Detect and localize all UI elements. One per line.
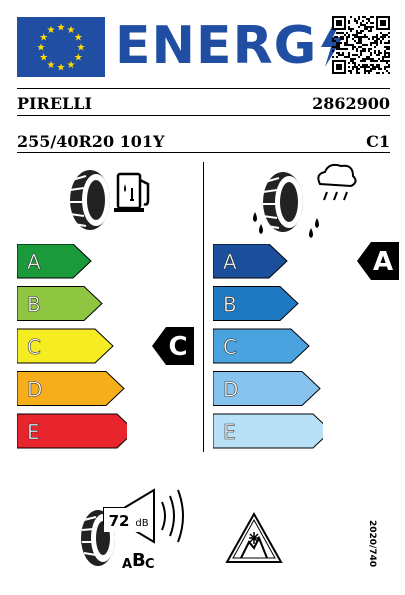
fuel-class-a [17,244,91,278]
fuel-class-letter: A [27,250,41,274]
flag-star-icon: ★ [66,59,76,71]
fuel-class-letter: C [27,335,41,359]
divider [17,115,390,116]
flag-star-icon: ★ [66,25,76,37]
flag-star-icon: ★ [56,22,66,34]
fuel-rating-letter: C [168,332,188,362]
flag-star-icon: ★ [46,59,56,71]
wet-grip-class-e [213,414,323,448]
tyre-fuel-pump-icon [60,162,160,238]
flag-star-icon: ★ [76,42,86,54]
wet-grip-class-a [213,244,287,278]
mountain-snowflake-icon [225,512,283,568]
tyre-size: 255/40R20 101Y [17,132,165,151]
vertical-divider [203,162,204,452]
flag-star-icon: ★ [56,62,66,74]
wet-grip-class-letter: D [223,377,239,402]
flag-star-icon: ★ [73,32,83,44]
fuel-class-letter: E [27,420,40,444]
noise-class-c: C [145,557,155,572]
brand-name: PIRELLI [17,94,92,113]
fuel-class-letter: D [27,377,43,402]
flag-star-icon: ★ [46,25,56,37]
flag-star-icon: ★ [39,52,49,64]
tyre-rain-cloud-icon [245,162,360,244]
fuel-class-e [17,414,127,448]
flag-star-icon: ★ [36,42,46,54]
divider [17,88,390,89]
wet-grip-class-d [213,372,320,406]
tyre-class: C1 [366,132,390,151]
wet-grip-rating-letter: A [372,247,394,277]
wet-grip-class-letter: B [223,292,237,317]
fuel-class-letter: B [27,292,41,317]
noise-unit: dB [135,518,149,529]
noise-value: 72 [108,512,130,530]
noise-class-b: B [132,550,146,571]
fuel-efficiency-scale [17,244,127,460]
tyre-speaker-icon [72,486,197,580]
energy-title: ENERG [115,14,347,78]
wet-grip-class-c [213,329,309,363]
noise-class-a: A [122,557,133,572]
fuel-rating-marker [152,327,194,369]
wet-grip-scale [213,244,323,460]
regulation-code: 2020/740 [367,520,377,568]
eu-flag-icon [17,17,105,77]
fuel-class-d [17,372,124,406]
flag-star-icon: ★ [73,52,83,64]
wet-grip-class-b [213,287,298,321]
article-number: 2862900 [312,94,390,113]
wet-grip-class-letter: A [223,250,237,274]
qr-code-icon [332,16,390,76]
fuel-class-c [17,329,113,363]
flag-star-icon: ★ [39,32,49,44]
fuel-class-b [17,287,102,321]
divider [17,152,390,153]
wet-grip-class-letter: C [223,335,237,359]
wet-grip-rating-marker [357,242,399,284]
wet-grip-class-letter: E [223,420,236,444]
